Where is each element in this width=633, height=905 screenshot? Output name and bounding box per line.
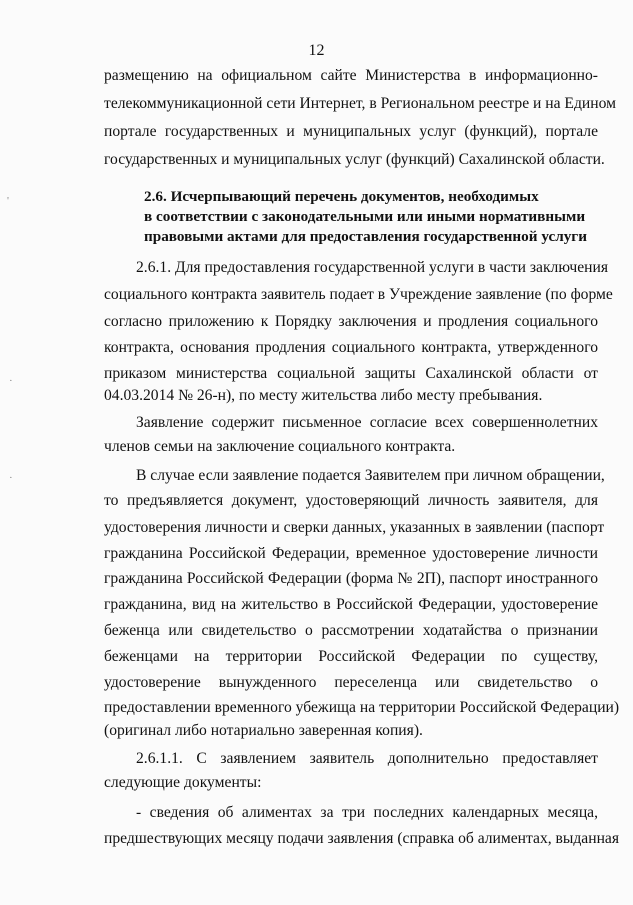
paragraph-line: государственных и муниципальных услуг (функций) Сахалинской области. [104, 151, 605, 168]
scan-mark: · [9, 375, 13, 387]
scan-mark: ' [7, 195, 9, 207]
paragraph-line: портале государственных и муниципальных услуг (функций), портале [104, 123, 598, 140]
paragraph-line: беженца или свидетельство о рассмотрении ходатайства о признании [104, 622, 598, 639]
paragraph-line: размещению на официальном сайте Министерства в информационно- [104, 67, 598, 84]
paragraph-line: (оригинал либо нотариально заверенная копия). [104, 722, 423, 739]
paragraph-line: 04.03.2014 № 26-н), по месту жительства либо месту пребывания. [104, 387, 543, 404]
paragraph-line: гражданина Российской Федерации, временное удостоверение личности [104, 545, 598, 562]
paragraph-line: согласно приложению к Порядку заключения и продления социального [104, 313, 598, 330]
section-heading-line: правовыми актами для предоставления государственной услуги [144, 228, 587, 245]
paragraph-line: телекоммуникационной сети Интернет, в Региональном реестре и на Едином [104, 95, 616, 112]
paragraph-line: социального контракта заявитель подает в Учреждение заявление (по форме [104, 286, 613, 303]
paragraph-line: следующие документы: [104, 774, 262, 791]
paragraph-line: то предъявляется документ, удостоверяющий личность заявителя, для [104, 492, 598, 509]
paragraph-line: контракта, основания продления социального контракта, утвержденного [104, 339, 598, 356]
paragraph-line: беженцами на территории Российской Федерации по существу, [104, 648, 598, 665]
paragraph-line: удостоверения личности и сверки данных, указанных в заявлении (паспорт [104, 519, 605, 536]
list-item-line: предшествующих месяцу подачи заявления (справка об алиментах, выданная [104, 830, 620, 847]
paragraph-line: предоставлении временного убежища на территории Российской Федерации) [104, 699, 620, 716]
paragraph-line: Заявление содержит письменное согласие всех совершеннолетних [136, 414, 598, 431]
paragraph-line: 2.6.1.1. С заявлением заявитель дополнительно предоставляет [136, 750, 598, 767]
paragraph-line: гражданина, вид на жительство в Российской Федерации, удостоверение [104, 596, 598, 613]
section-heading-line: 2.6. Исчерпывающий перечень документов, необходимых [144, 188, 539, 205]
list-item-line: - сведения об алиментах за три последних календарных месяца, [136, 804, 598, 821]
paragraph-line: В случае если заявление подается Заявителем при личном обращении, [136, 467, 605, 484]
scan-mark: · [9, 472, 13, 484]
paragraph-line: гражданина Российской Федерации (форма № 2П), паспорт иностранного [104, 570, 598, 587]
page-number: 12 [308, 42, 325, 59]
paragraph-line: приказом министерства социальной защиты Сахалинской области от [104, 365, 598, 382]
section-heading-line: в соответствии с законодательными или иными нормативными [144, 208, 586, 225]
paragraph-line: 2.6.1. Для предоставления государственной услуги в части заключения [136, 259, 609, 276]
paragraph-line: удостоверение вынужденного переселенца или свидетельство о [104, 674, 598, 691]
paragraph-line: членов семьи на заключение социального контракта. [104, 438, 456, 455]
